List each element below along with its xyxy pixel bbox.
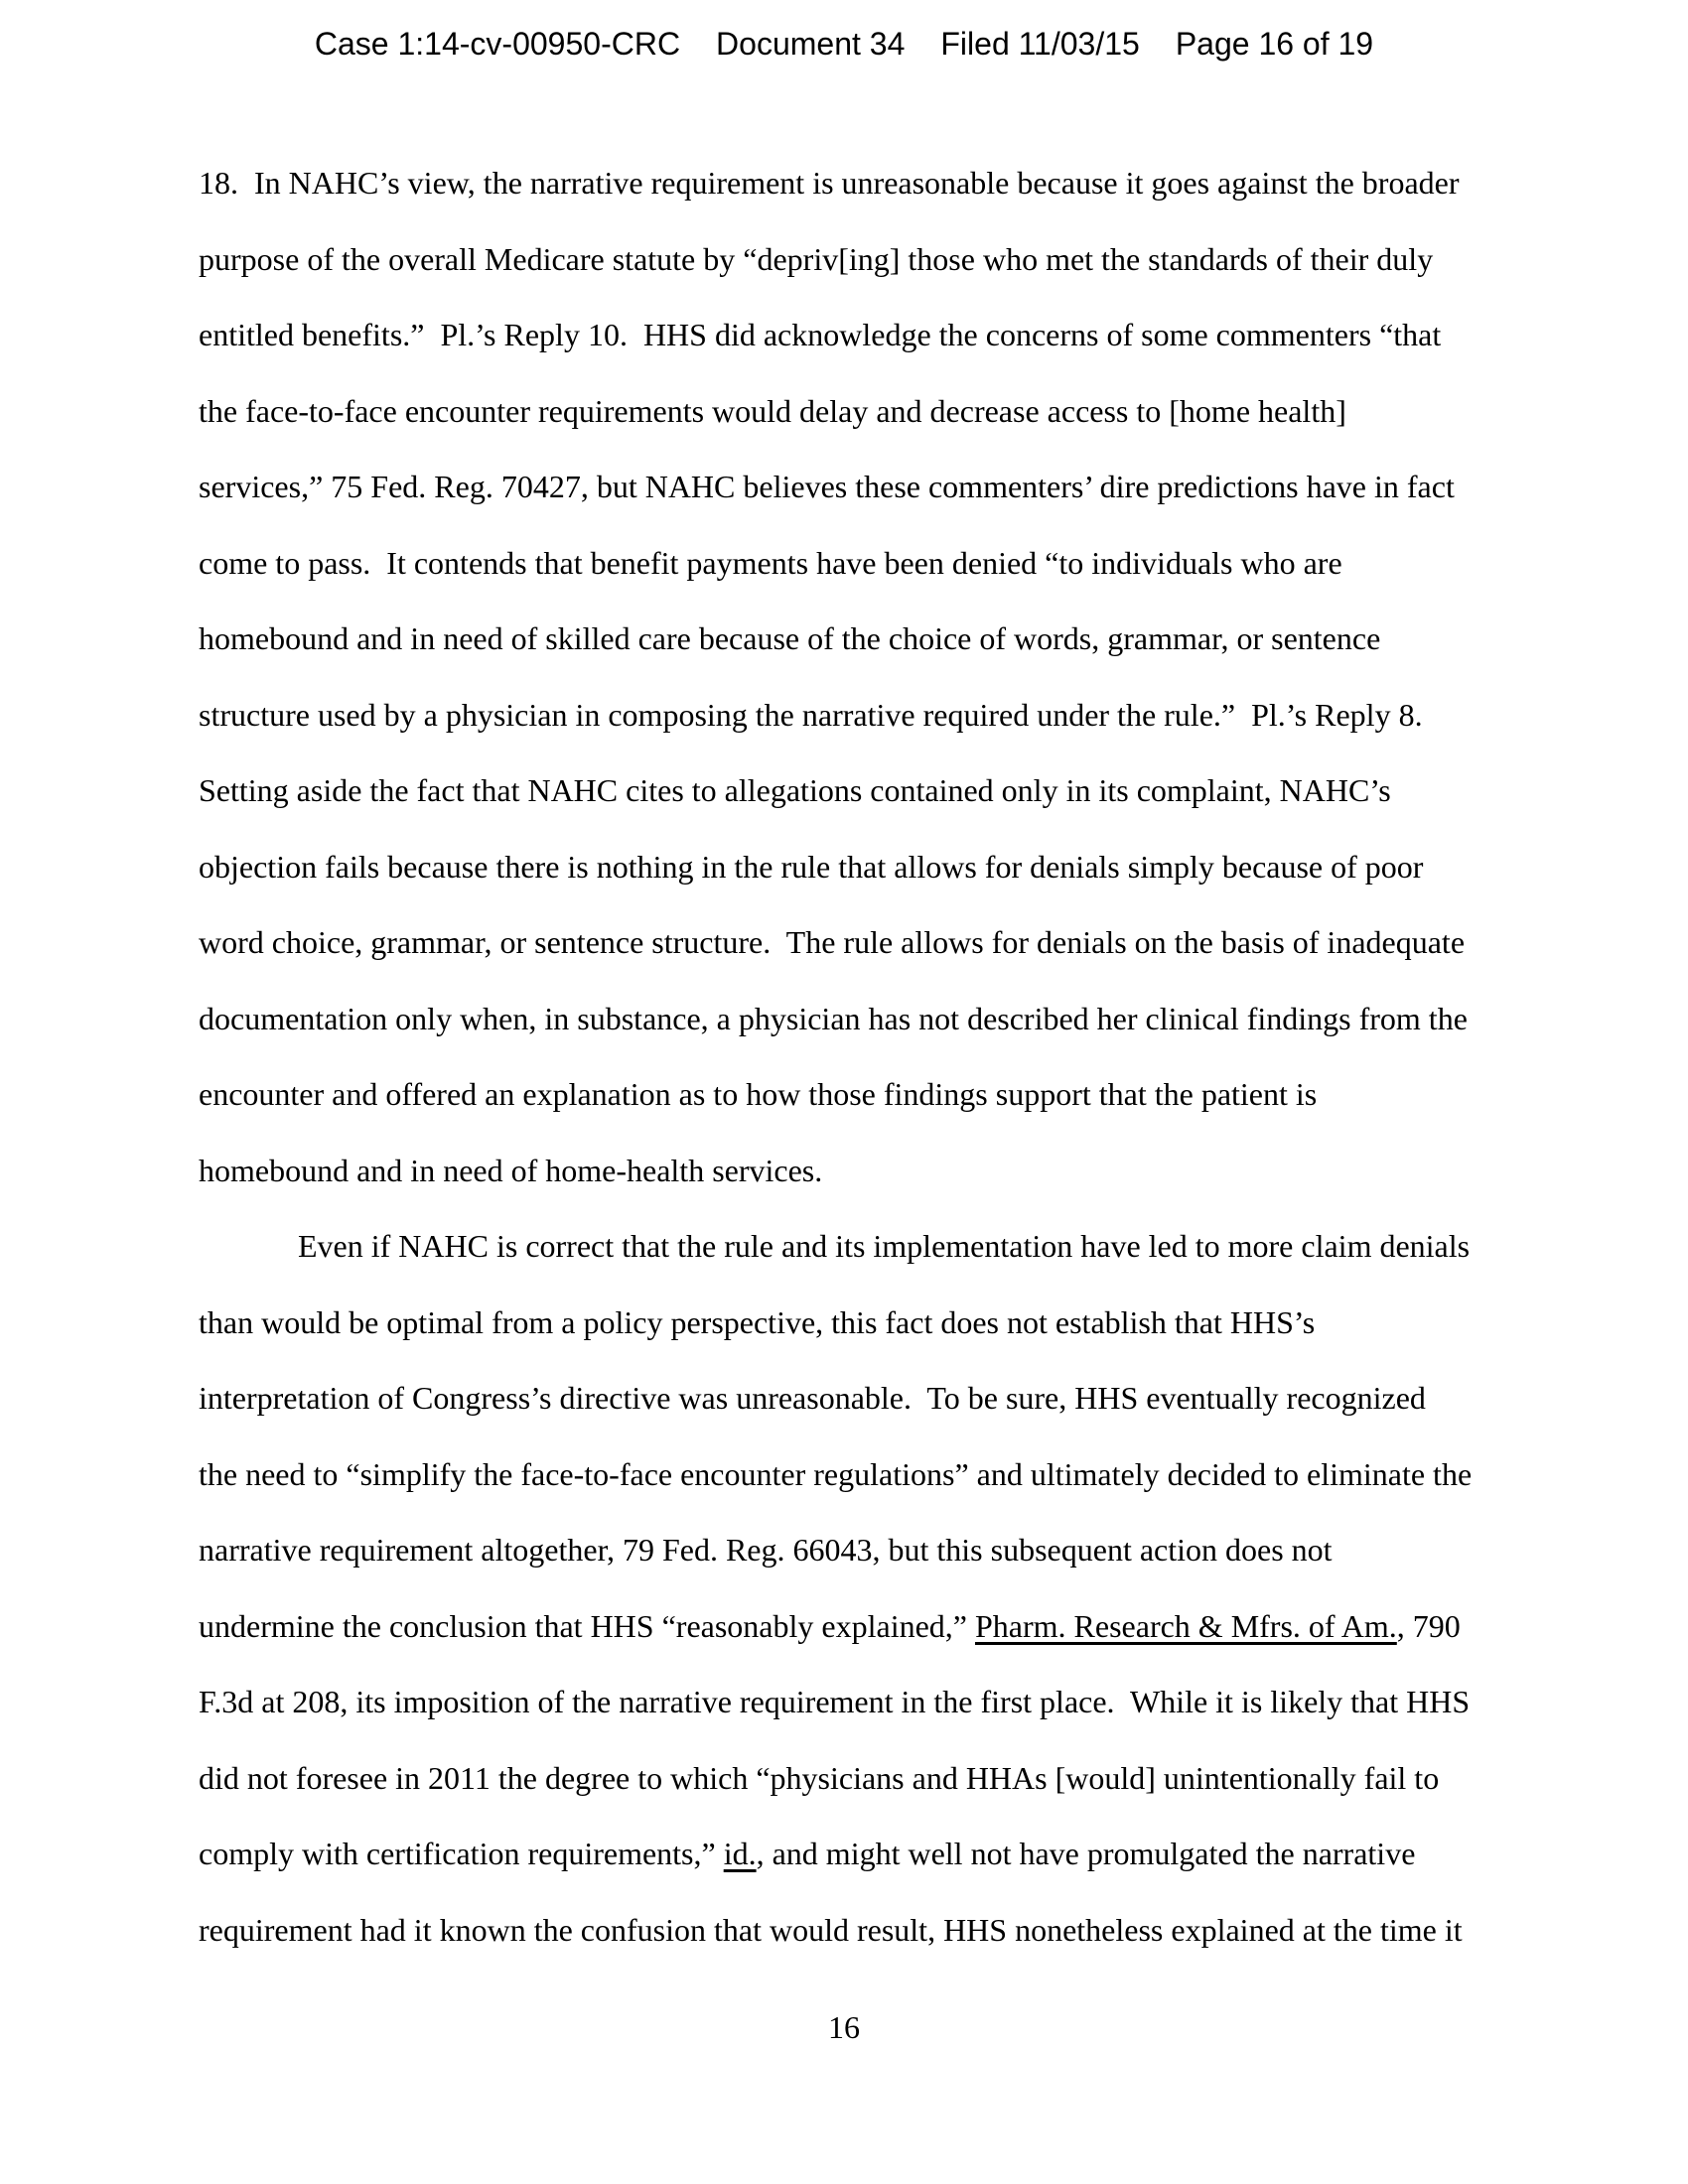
body-line xyxy=(199,1588,1549,1665)
text-segment: entitled benefits.” Pl.’s Reply 10. HHS did acknowledge the concerns of some commenters “that xyxy=(199,317,1442,352)
body-line xyxy=(199,1816,1549,1892)
case-citation: id. xyxy=(723,1836,757,1871)
body-line xyxy=(199,145,1549,221)
text-segment: homebound and in need of home-health services. xyxy=(199,1152,823,1188)
text-segment: come to pass. It contends that benefit payments have been denied “to individuals who are xyxy=(199,544,1342,581)
case-header xyxy=(0,26,1688,63)
case-number: Case 1:14-cv-00950-CRC xyxy=(314,26,681,62)
text-segment: , 790 xyxy=(1396,1607,1461,1644)
text-segment: homebound and in need of skilled care because of the choice of words, grammar, or sentence xyxy=(199,620,1381,656)
text-segment: , and might well not have promulgated the narrative xyxy=(756,1836,1416,1871)
body-line xyxy=(199,829,1549,905)
body-line xyxy=(199,904,1549,981)
text-segment: word choice, grammar, or sentence structure. The rule allows for denials on the basis of inadequate xyxy=(199,924,1466,960)
body-line xyxy=(199,297,1549,373)
text-segment: undermine the conclusion that HHS “reasonably explained,” xyxy=(199,1607,975,1644)
body-line xyxy=(199,1664,1549,1740)
body-line xyxy=(199,677,1549,753)
body-line xyxy=(199,373,1549,450)
text-segment: documentation only when, in substance, a physician has not described her clinical findings from the xyxy=(199,1000,1468,1036)
body-line xyxy=(199,1740,1549,1817)
body-line xyxy=(199,1056,1549,1133)
text-segment: narrative requirement altogether, 79 Fed. Reg. 66043, but this subsequent action does not xyxy=(199,1532,1333,1568)
text-segment: requirement had it known the confusion that would result, HHS nonetheless explained at the time it xyxy=(199,1911,1463,1948)
body-line xyxy=(199,221,1549,298)
body-line xyxy=(199,981,1549,1057)
body-line xyxy=(199,1512,1549,1588)
text-segment: 18. In NAHC’s view, the narrative requirement is unreasonable because it goes against the broader xyxy=(199,165,1460,201)
text-segment: encounter and offered an explanation as to how those findings support that the patient is xyxy=(199,1076,1318,1112)
body-line xyxy=(199,1436,1549,1513)
text-segment: structure used by a physician in composing the narrative required under the rule.” Pl.’s Reply 8. xyxy=(199,696,1423,733)
body-line xyxy=(199,1360,1549,1436)
page-of-label: Page 16 of 19 xyxy=(1175,26,1374,62)
body-line xyxy=(199,752,1549,829)
text-segment: did not foresee in 2011 the degree to which “physicians and HHAs [would] unintentionally fail to xyxy=(199,1759,1440,1796)
text-segment: Even if NAHC is correct that the rule and its implementation have led to more claim denials xyxy=(298,1228,1471,1264)
case-citation: Pharm. Research & Mfrs. of Am. xyxy=(974,1607,1397,1644)
body-line xyxy=(199,1208,1549,1285)
page-number: 16 xyxy=(828,2009,860,2045)
text-segment: the face-to-face encounter requirements would delay and decrease access to [home health] xyxy=(199,392,1346,429)
body-line xyxy=(199,449,1549,525)
opinion-body xyxy=(199,145,1549,1968)
text-segment: interpretation of Congress’s directive was unreasonable. To be sure, HHS eventually recognized xyxy=(199,1380,1426,1416)
body-line xyxy=(199,525,1549,602)
text-segment: Setting aside the fact that NAHC cites to allegations contained only in its complaint, NAHC’s xyxy=(199,772,1391,808)
text-segment: objection fails because there is nothing in the rule that allows for denials simply because of poor xyxy=(199,848,1424,885)
body-line xyxy=(199,1133,1549,1209)
text-segment: the need to “simplify the face-to-face encounter regulations” and ultimately decided to eliminate the xyxy=(199,1455,1473,1492)
body-line xyxy=(199,1285,1549,1361)
text-segment: comply with certification requirements,” xyxy=(199,1836,724,1871)
text-segment: purpose of the overall Medicare statute by “depriv[ing] those who met the standards of their duly xyxy=(199,240,1434,277)
filed-date: Filed 11/03/15 xyxy=(940,26,1140,62)
document-number: Document 34 xyxy=(716,26,906,62)
text-segment: services,” 75 Fed. Reg. 70427, but NAHC believes these commenters’ dire predictions have in fact xyxy=(199,469,1455,504)
body-line xyxy=(199,601,1549,677)
body-line xyxy=(199,1892,1549,1969)
text-segment: than would be optimal from a policy perspective, this fact does not establish that HHS’s xyxy=(199,1303,1316,1340)
text-segment: F.3d at 208, its imposition of the narrative requirement in the first place. While it is likely that HHS xyxy=(199,1684,1471,1719)
